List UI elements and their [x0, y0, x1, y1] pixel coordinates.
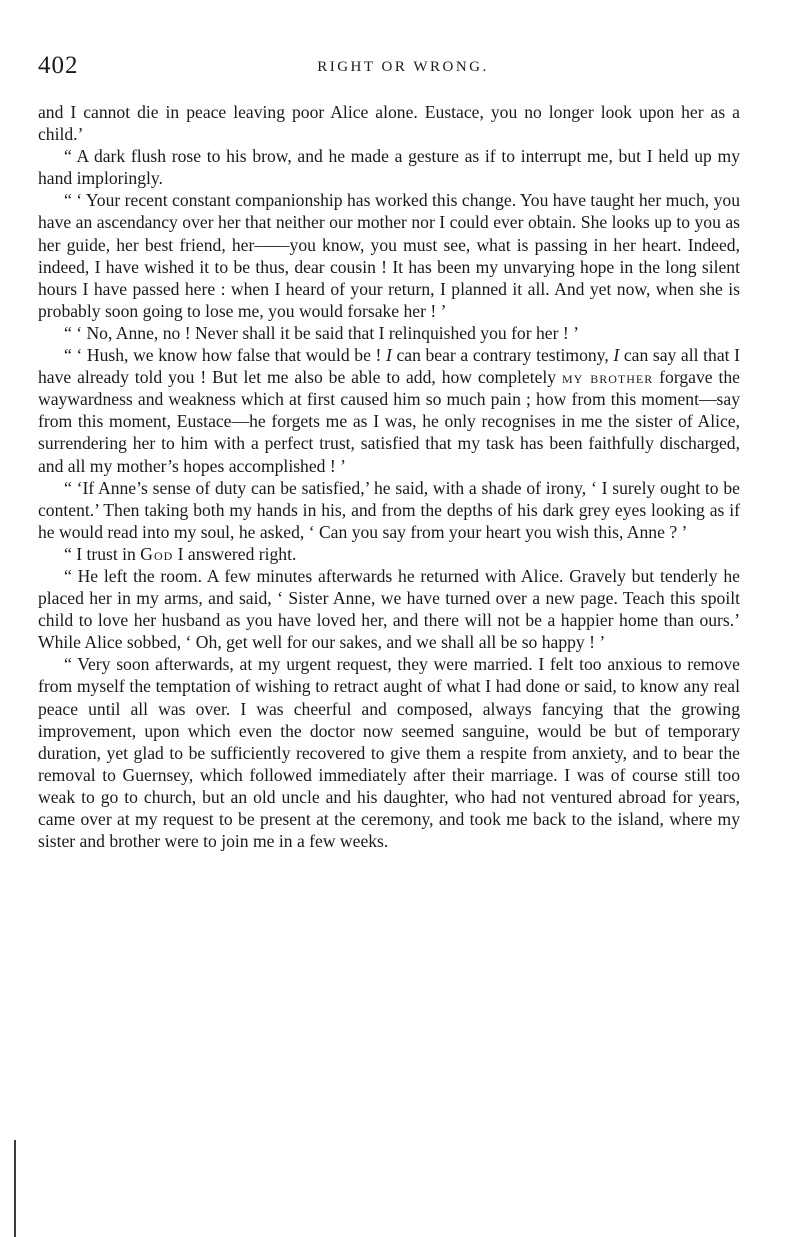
- page-number: 402: [38, 52, 79, 79]
- paragraph: [38, 565, 740, 653]
- text-run: “ He left the room. A few minutes afterwards he returned with Alice. Gravely but tenderly he placed her in my arms, and said, ‘ Sister Anne, we have turned over a new page. Teach this spoilt child to love her husband as you have loved her, and there will not be a happier home than ours.’ While Alice sobbed, ‘ Oh, get well for our sakes, and we shall all be so happy ! ’: [38, 565, 740, 653]
- text-run: and I cannot die in peace leaving poor Alice alone. Eustace, you no longer look upon her as a child.’: [38, 102, 740, 145]
- text-run: I: [613, 345, 620, 366]
- margin-rule: [14, 1140, 16, 1237]
- body-text: [38, 101, 740, 852]
- text-run: “ Very soon afterwards, at my urgent request, they were married. I felt too anxious to remove from myself the temptation of wishing to retract aught of what I had done or said, to know any real peace until all was over. I was cheerful and composed, always fancying that the growing improvement, upon which even the doctor now seemed sanguine, would be but of temporary duration, yet glad to be sufficiently recovered to give them a respite from anxiety, and to bear the removal to Guernsey, which followed immediately after their marriage. I was of course still too weak to go to church, but an old uncle and his daughter, who had not ventured abroad for years, came over at my request to be present at the ceremony, and took me back to the island, where my sister and brother were to join me in a few weeks.: [38, 654, 740, 852]
- page-header: [38, 52, 758, 82]
- paragraph: [38, 344, 740, 477]
- text-run: I: [386, 345, 392, 366]
- text-run: “ I trust in: [64, 543, 141, 564]
- paragraph: [38, 322, 740, 344]
- text-run: “ A dark flush rose to his brow, and he made a gesture as if to interrupt me, but I held up my hand imploringly.: [38, 146, 740, 189]
- text-run: “ ‘ Your recent constant companionship has worked this change. You have taught her much, you have an ascendancy over her that neither our mother nor I could ever obtain. She looks up to you as her guide, her best friend, her——you know, you must see, what is passing in her heart. Indeed, indeed, I have wished it to be thus, dear cousin ! It has been my unvarying hope in the long silent hours I have passed here : when I heard of your return, I planned it all. And yet now, when she is probably soon going to lose me, you would forsake her ! ’: [38, 190, 740, 321]
- text-run: can say all that I have already told you ! But let me also be able to add, how completely: [38, 345, 740, 388]
- text-run: my brother: [562, 367, 654, 388]
- paragraph: [38, 145, 740, 189]
- text-run: “ ‘ No, Anne, no ! Never shall it be said that I relinquished you for her ! ’: [64, 322, 579, 343]
- text-run: can bear a contrary testimony,: [391, 345, 614, 366]
- running-title: RIGHT OR WRONG.: [317, 59, 489, 75]
- text-run: “ ‘ Hush, we know how false that would be !: [64, 345, 386, 366]
- text-run: “ ‘If Anne’s sense of duty can be satisfied,’ he said, with a shade of irony, ‘ I surely ought to be content.’ Then taking both my hands in his, and from the depths of his dark grey eyes looking as if he would read into my soul, he asked, ‘ Can you say from your heart you wish this, Anne ? ’: [38, 477, 740, 542]
- paragraph: [38, 543, 740, 565]
- paragraph: [38, 101, 740, 145]
- paragraph: [38, 477, 740, 543]
- paragraph: [38, 653, 740, 852]
- text-run: I answered right.: [173, 543, 297, 564]
- paragraph: [38, 189, 740, 322]
- text-run: God: [140, 543, 174, 564]
- text-run: forgave the waywardness and weakness which at first caused him so much pain ; how from this moment—say from this moment, Eustace—he forgets me as I was, he only recognises in me the sister of Alice, surrendering her to him with a perfect trust, satisfied that my task has been faithfully discharged, and all my mother’s hopes accomplished ! ’: [38, 367, 740, 476]
